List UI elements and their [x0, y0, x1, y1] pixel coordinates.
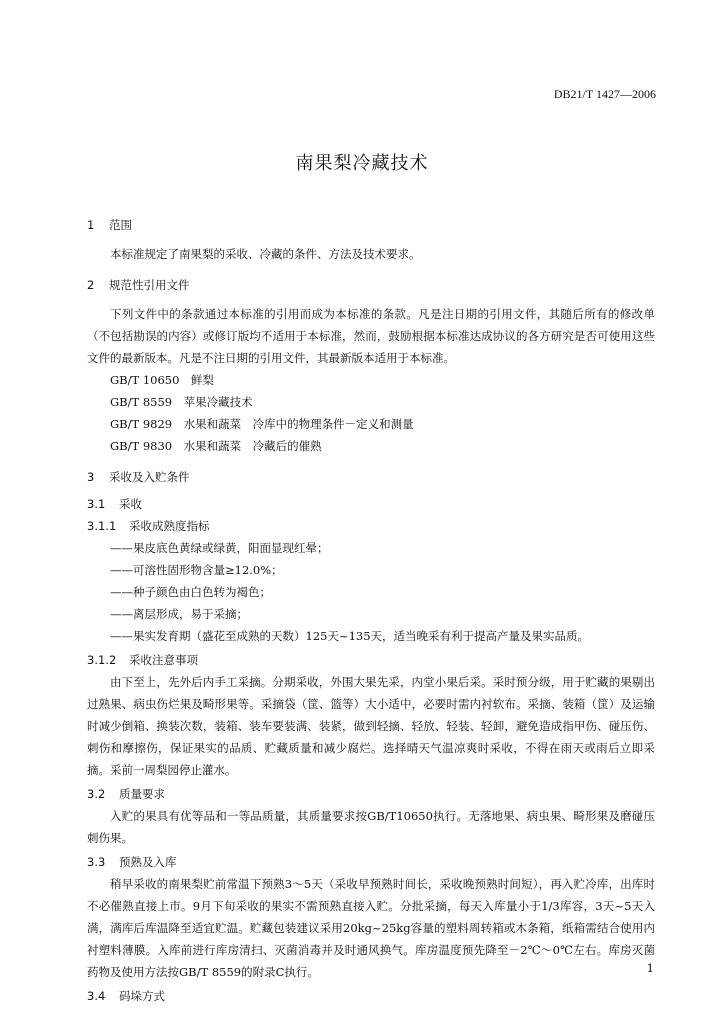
- section-3-1-2-text: 由下至上，先外后内手工采摘。分期采收，外围大果先采，内堂小果后采。采时预分级，用于贮藏的果剔出过熟果、病虫伤烂果及畸形果等。采摘袋（筐、篮等）大小适中，必要时需内衬软布。采摘、装箱（筐）及运输时减少倒箱、换装次数，装箱、装车要装满、装紧，做到轻摘、轻放、轻装、轻卸，避免造成指甲伤、碰压伤、刺伤和摩擦伤，保证果实的品质、贮藏质量和减少腐烂。选择晴天气温凉爽时采收，不得在雨天或雨后立即采摘。采前一周梨园停止灌水。: [87, 675, 655, 777]
- reference-item: GB/T 8559 苹果冷藏技术: [110, 395, 253, 409]
- section-number: 3.1.1: [87, 519, 117, 533]
- page-title: 南果梨冷藏技术: [295, 153, 429, 174]
- section-number: 3.1: [87, 497, 106, 511]
- list-item: ——离层形成，易于采摘；: [110, 607, 248, 621]
- section-3-4-heading: [87, 987, 655, 1005]
- section-3-3-text: 稍早采收的南果梨贮前常温下预熟3～5天（采收早预熟时间长，采收晚预熟时间短），再入贮冷库，出库时不必催熟直接上市。9月下旬采收的果实不需预熟直接入贮。分批采摘，每天入库量小于1/3库容，3天~5天入满，满库后库温降至适宜贮温。贮藏包装建议采用20kg~25kg容量的塑料周转箱或木条箱，纸箱需结合使用内衬塑料薄膜。入库前进行库房清扫、灭菌消毒并及时通风换气。库房温度预先降至－2℃～0℃左右。库房灭菌药物及使用方法按GB/T 8559的附录C执行。: [87, 877, 655, 979]
- section-1-text: 本标准规定了南果梨的采收、冷藏的条件、方法及技术要求。: [110, 247, 421, 261]
- document-body: [87, 205, 655, 1007]
- section-title: 采收: [119, 497, 142, 511]
- section-title: 质量要求: [119, 787, 165, 801]
- section-title: 采收注意事项: [129, 653, 198, 667]
- section-title: 规范性引用文件: [109, 278, 190, 292]
- section-number: 3.4: [87, 989, 106, 1003]
- list-item: ——果皮底色黄绿或绿黄，阳面显现红晕；: [110, 541, 329, 555]
- section-3-1-1-heading: [87, 517, 655, 535]
- section-2-heading: [87, 277, 655, 293]
- reference-item: GB/T 9829 水果和蔬菜 冷库中的物理条件－定义和测量: [110, 417, 414, 431]
- reference-item: GB/T 9830 水果和蔬菜 冷藏后的催熟: [110, 439, 322, 453]
- section-3-heading: [87, 469, 655, 485]
- section-number: 3.3: [87, 855, 106, 869]
- document-number: DB21/T 1427—2006: [553, 87, 656, 101]
- section-title: 采收成熟度指标: [129, 519, 210, 533]
- section-title: 范围: [109, 218, 132, 232]
- list-item: ——可溶性固形物含量≥12.0%；: [110, 563, 283, 577]
- section-number: 3: [87, 470, 95, 484]
- section-title: 码垛方式: [119, 989, 165, 1003]
- page-number: 1: [646, 961, 654, 975]
- section-number: 1: [87, 218, 95, 232]
- section-title: 预熟及入库: [119, 855, 177, 869]
- list-item: ——果实发育期（盛花至成熟的天数）125天~135天，适当晚采有利于提高产量及果实品质。: [110, 629, 590, 643]
- section-number: 3.2: [87, 787, 106, 801]
- section-3-1-heading: [87, 495, 655, 513]
- section-3-3-heading: [87, 853, 655, 871]
- list-item: ——种子颜色由白色转为褐色；: [110, 585, 271, 599]
- section-number: 2: [87, 278, 95, 292]
- section-3-2-heading: [87, 785, 655, 803]
- section-title: 采收及入贮条件: [109, 470, 190, 484]
- section-3-1-2-heading: [87, 651, 655, 669]
- section-number: 3.1.2: [87, 653, 117, 667]
- section-1-heading: [87, 217, 655, 233]
- reference-item: GB/T 10650 鲜梨: [110, 373, 214, 387]
- section-2-text: 下列文件中的条款通过本标准的引用而成为本标准的条款。凡是注日期的引用文件，其随后所有的修改单（不包括勘误的内容）或修订版均不适用于本标准，然而，鼓励根据本标准达成协议的各方研究是否可使用这些文件的最新版本。凡是不注日期的引用文件，其最新版本适用于本标准。: [87, 307, 655, 365]
- section-3-2-text: 入贮的果具有优等品和一等品质量，其质量要求按GB/T10650执行。无落地果、病虫果、畸形果及磨碰压刺伤果。: [87, 809, 655, 845]
